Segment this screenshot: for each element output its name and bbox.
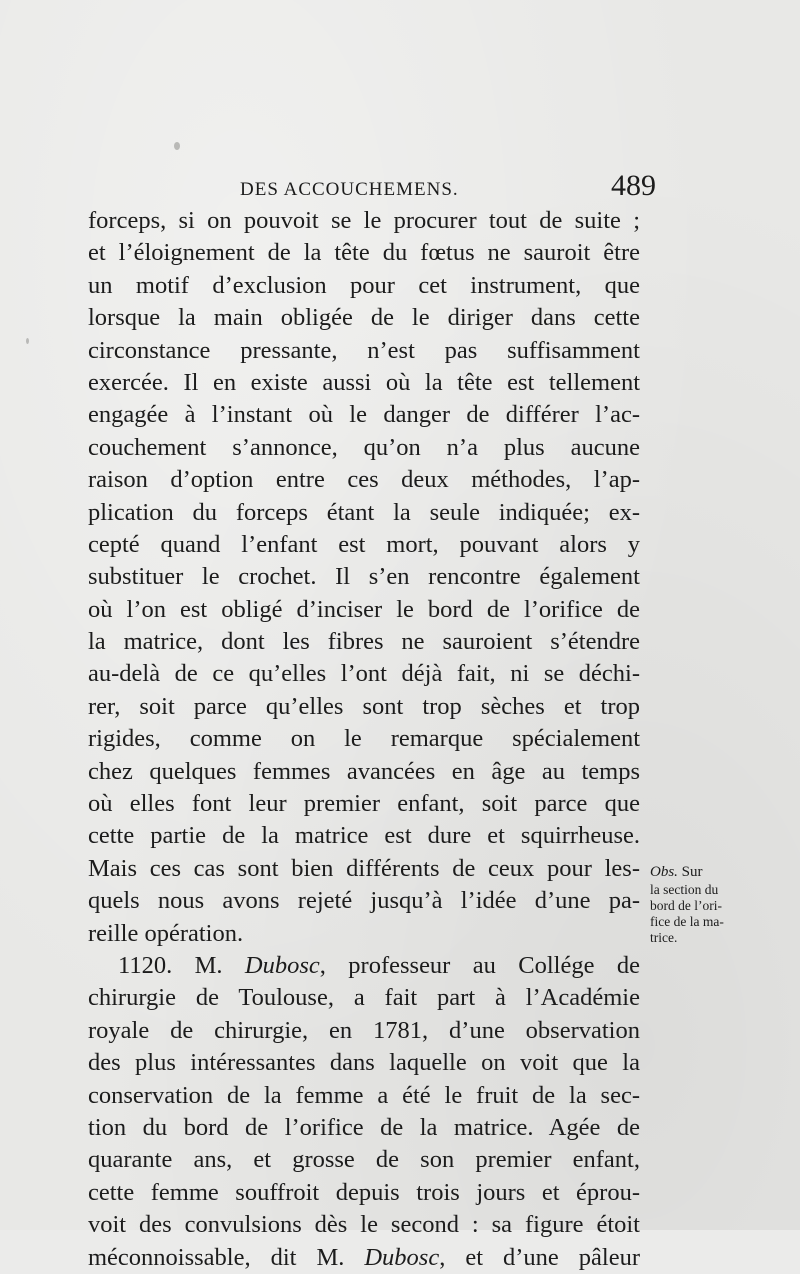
text-line: au-delà de ce qu’elles l’ont déjà fait, ni se déchi-	[88, 660, 640, 688]
text-line: un motif d’exclusion pour cet instrument, que	[88, 271, 640, 299]
text-line: des plus intéressantes dans laquelle on voit que la	[88, 1049, 640, 1077]
author-name: Dubosc	[244, 951, 320, 979]
margin-note-line: la section du	[650, 882, 719, 897]
text-line: quels nous avons rejeté jusqu’à l’idée d’une pa-	[88, 887, 640, 915]
text-line: Mais ces cas sont bien différents de ceux pour les-	[88, 854, 640, 882]
margin-note-line: fice de la ma-	[650, 914, 724, 929]
text-line: forceps, si on pouvoit se le procurer tout de suite ;	[88, 207, 640, 234]
text-line: conservation de la femme a été le fruit de la sec-	[88, 1081, 640, 1109]
margin-note-line: bord de l’ori-	[650, 898, 722, 913]
text-fragment: , professeur au Collége de	[319, 951, 640, 979]
text-line: la matrice, dont les fibres ne sauroient s’étendre	[88, 628, 640, 656]
text-line: rigides, comme on le remarque spécialement	[88, 725, 640, 753]
text-line: chirurgie de Toulouse, a fait part à l’Académie	[88, 984, 640, 1012]
ink-speck	[26, 338, 29, 344]
text-line: substituer le crochet. Il s’en rencontre également	[88, 563, 640, 591]
text-line: où l’on est obligé d’inciser le bord de l’orifice de	[88, 595, 640, 623]
page-number: 489	[611, 169, 656, 202]
body-text	[88, 205, 640, 1274]
text-line: tion du bord de l’orifice de la matrice. Agée de	[88, 1113, 640, 1141]
text-line: reille opération.	[88, 919, 244, 947]
text-line: rer, soit parce qu’elles sont trop sèches et trop	[88, 692, 640, 720]
margin-note-line: trice.	[650, 930, 678, 945]
author-name: Dubosc	[364, 1243, 440, 1271]
paragraph-first-line	[88, 950, 640, 982]
margin-note-word: Sur	[677, 864, 703, 880]
text-line: lorsque la main obligée de le diriger dans cette	[88, 304, 640, 332]
page-header	[240, 169, 660, 207]
margin-note-heading	[650, 862, 768, 882]
text-line: couchement s’annonce, qu’on n’a plus aucune	[88, 433, 640, 461]
margin-note	[650, 862, 768, 946]
text-line: engagée à l’instant où le danger de différer l’ac-	[88, 401, 640, 429]
running-head: DES ACCOUCHEMENS.	[240, 179, 459, 200]
text-line	[88, 1242, 640, 1274]
text-line: royale de chirurgie, en 1781, d’une observation	[88, 1016, 640, 1044]
text-line: exercée. Il en existe aussi où la tête est tellement	[88, 368, 640, 396]
text-line: circonstance pressante, n’est pas suffisamment	[88, 336, 640, 364]
text-line: quarante ans, et grosse de son premier enfant,	[88, 1146, 640, 1174]
text-line: raison d’option entre ces deux méthodes, l’ap-	[88, 466, 640, 494]
text-line: cepté quand l’enfant est mort, pouvant alors y	[88, 530, 640, 558]
text-line: chez quelques femmes avancées en âge au temps	[88, 757, 640, 785]
margin-note-abbr: Obs.	[650, 864, 678, 880]
text-line: plication du forceps étant la seule indiquée; ex-	[88, 498, 640, 526]
text-line: cette femme souffroit depuis trois jours et éprou-	[88, 1178, 640, 1206]
text-fragment: méconnoissable, dit M.	[88, 1243, 365, 1271]
text-line: cette partie de la matrice est dure et squirrheuse.	[88, 822, 640, 850]
text-fragment: , et d’une pâleur	[439, 1243, 640, 1271]
ink-speck	[174, 142, 180, 150]
text-line: voit des convulsions dès le second : sa figure étoit	[88, 1211, 640, 1239]
text-line: où elles font leur premier enfant, soit parce que	[88, 790, 640, 818]
paragraph-number-text: 1120. M.	[118, 951, 245, 979]
text-line: et l’éloignement de la tête du fœtus ne sauroit être	[88, 239, 640, 267]
